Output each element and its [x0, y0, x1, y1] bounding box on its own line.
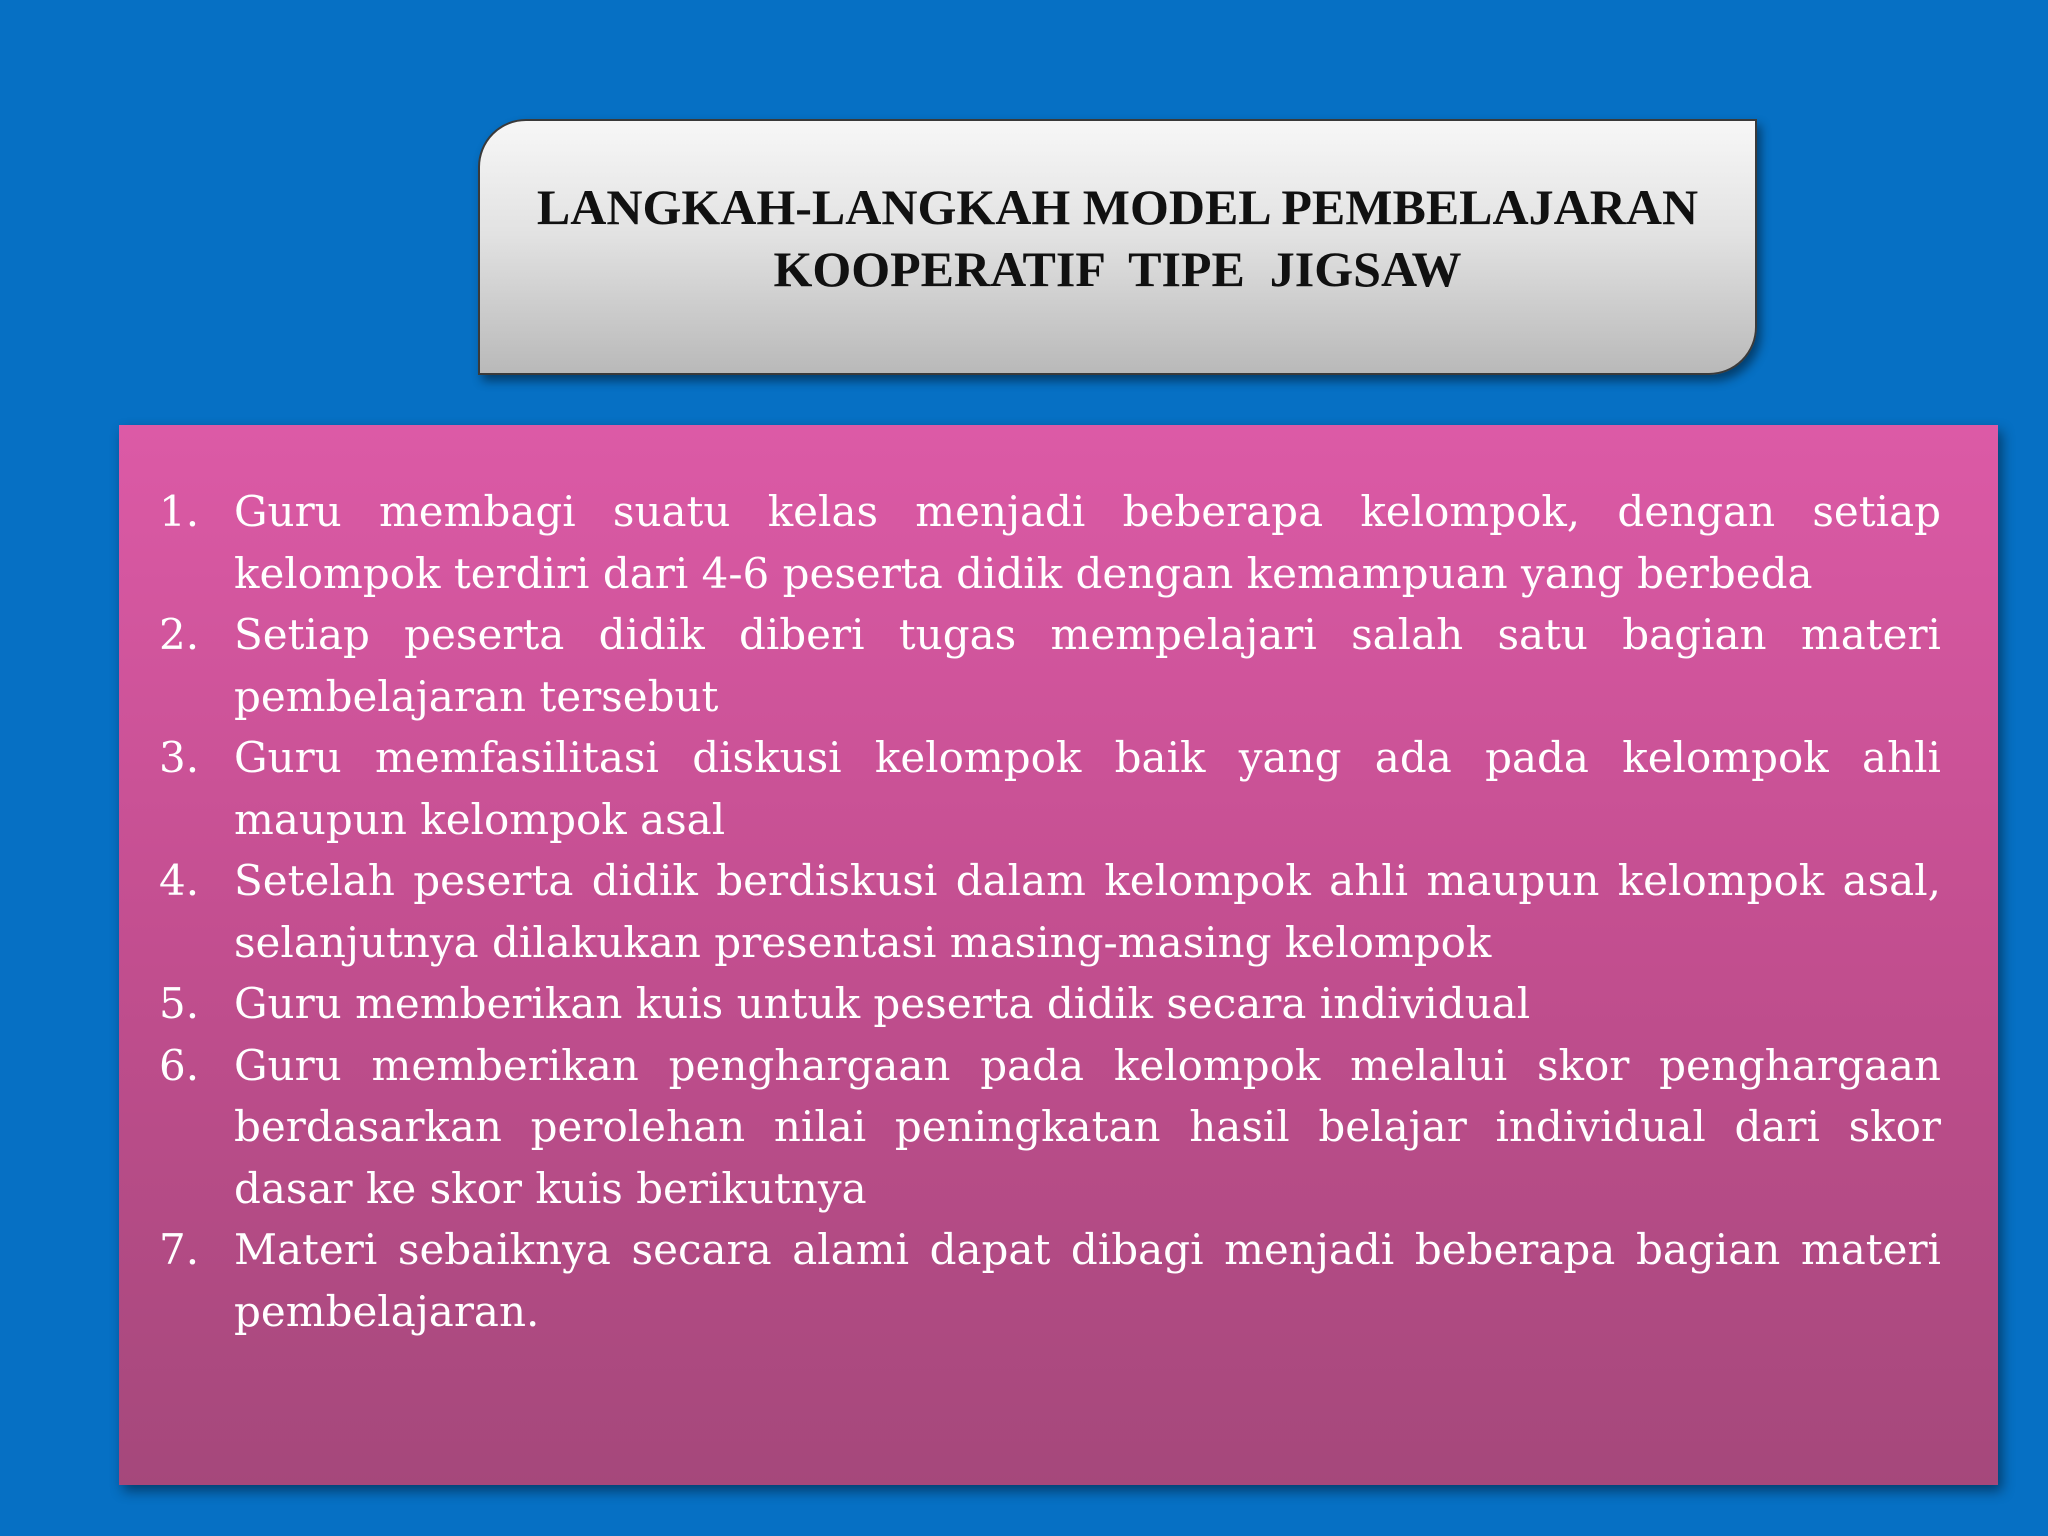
- title-box: [478, 119, 1757, 375]
- step-text: Guru memfasilitasi diskusi kelompok baik yang ada pada kelompok ahli maupun kelompok asal: [234, 733, 1941, 844]
- slide-title: [537, 176, 1698, 300]
- slide-title-line-2: KOOPERATIF TIPE JIGSAW: [773, 241, 1462, 297]
- step-item-7: [159, 1219, 1941, 1342]
- step-text: Setiap peserta didik diberi tugas mempelajari salah satu bagian materi pembelajaran tersebut: [234, 610, 1941, 721]
- steps-list: [159, 481, 1941, 1342]
- step-item-3: [159, 727, 1941, 850]
- step-text: Setelah peserta didik berdiskusi dalam kelompok ahli maupun kelompok asal, selanjutnya dilakukan presentasi masing-masing kelompok: [234, 856, 1941, 967]
- step-item-6: [159, 1035, 1941, 1220]
- step-text: Guru memberikan penghargaan pada kelompok melalui skor penghargaan berdasarkan perolehan nilai peningkatan hasil belajar individual dari skor dasar ke skor kuis berikutnya: [234, 1040, 1941, 1213]
- step-item-1: [159, 481, 1941, 604]
- step-item-4: [159, 850, 1941, 973]
- step-number: 1.: [159, 487, 200, 536]
- step-number: 2.: [159, 610, 200, 659]
- step-item-2: [159, 604, 1941, 727]
- step-number: 6.: [159, 1040, 200, 1090]
- step-text: Guru memberikan kuis untuk peserta didik secara individual: [234, 979, 1531, 1028]
- step-text: Guru membagi suatu kelas menjadi beberapa kelompok, dengan setiap kelompok terdiri dari 4-6 peserta didik dengan kemampuan yang berbeda: [234, 487, 1941, 598]
- steps-panel: [119, 425, 1998, 1485]
- step-number: 4.: [159, 856, 200, 905]
- step-number: 5.: [159, 979, 200, 1028]
- step-text: Materi sebaiknya secara alami dapat dibagi menjadi beberapa bagian materi pembelajaran.: [234, 1225, 1941, 1336]
- step-item-5: [159, 973, 1941, 1035]
- step-number: 7.: [159, 1225, 200, 1274]
- slide-title-line-1: LANGKAH-LANGKAH MODEL PEMBELAJARAN: [536, 179, 1699, 235]
- step-number: 3.: [159, 733, 200, 782]
